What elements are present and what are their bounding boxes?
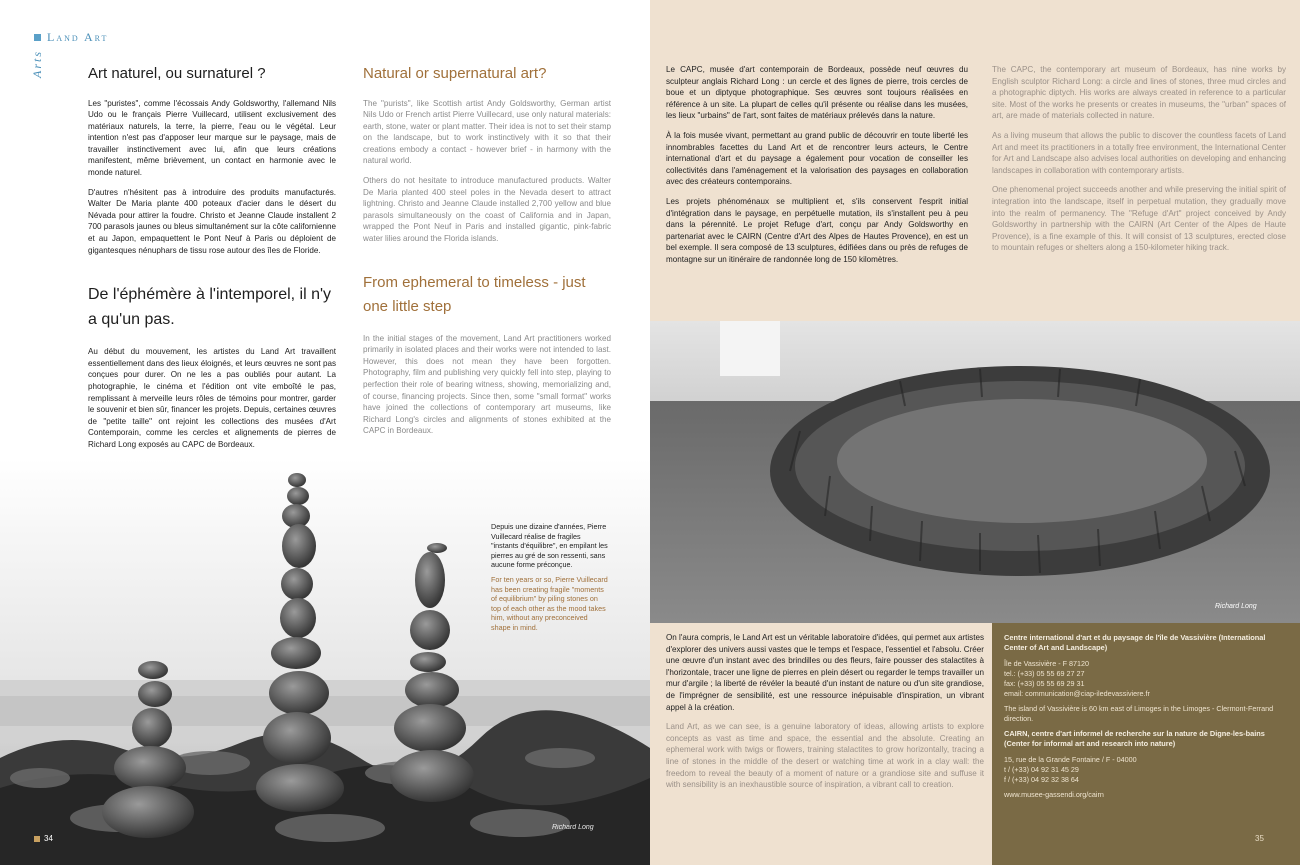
- paragraph-fr-2: D'autres n'hésitent pas à introduire des produits manufacturés. Walter De Maria plante 400 poteaux d'acier dans le désert du Névada pour attirer la foudre. Christo et Jeanne Claude installent 2 700 parasols jaunes ou bleus simultanément sur la côte californienne et au Japon, empaquettent le Pont Neuf à Paris ou déploient de gigantesques nénuphars de tissu rose autour des îles de Floride.: [88, 187, 336, 255]
- photo-credit: Richard Long: [552, 824, 594, 831]
- info-email-1[interactable]: email: communication@ciap-iledevassiviere.fr: [1004, 689, 1150, 698]
- header-square-icon: [34, 34, 41, 41]
- info-title-1: Centre international d'art et du paysage de l'île de Vassivière (International Center of Art and Landscape): [1004, 633, 1266, 652]
- stone-circle-photo: [650, 321, 1300, 623]
- paragraph-en-r2: As a living museum that allows the public to discover the countless facets of Land Art and meet its practitioners in a totally free environment, the International Center for Art and Landscape also advises local authorities on developing and enhancing landscapes in collaboration with contemporary artists.: [992, 130, 1286, 175]
- info-website-2[interactable]: www.musee-gassendi.org/cairn: [1004, 790, 1104, 799]
- info-tel-2: t / (+33) 04 92 31 45 29: [1004, 765, 1079, 774]
- paragraph-en-1: The "purists", like Scottish artist Andy Goldsworthy, German artist Nils Udo or French artist Pierre Vuillecard, use only natural materials: earth, stone, water or plant matter. Their idea is not to set their stamp on the landscape, but to work instinctively with it so that their creations embody a contact - however brief - in harmony with the natural world.: [363, 98, 611, 166]
- heading-fr-1: Art naturel, ou surnaturel ?: [88, 65, 266, 82]
- info-fax-2: f / (+33) 04 92 32 38 64: [1004, 775, 1079, 784]
- english-column: [363, 64, 611, 445]
- info-title-2: CAIRN, centre d'art informel de recherche sur la nature de Digne-les-bains (Center for informal art and research into nature): [1004, 729, 1265, 748]
- paragraph-en-2: Others do not hesitate to introduce manufactured products. Walter De Maria planted 400 steel poles in the Nevada desert to attract lightning. Christo and Jeanne Claude installed 2,700 yellow and blue parasols simultaneously on the coast of California and in Japan, wrapped the Pont Neuf in Paris and installed gigantic, pink-fabric water lilies around the Florida islands.: [363, 176, 611, 244]
- photo-caption: [491, 522, 609, 633]
- paragraph-fr-1: Les "puristes", comme l'écossais Andy Goldsworthy, l'allemand Nils Udo ou le français Pierre Vuillecard, utilisent exclusivement des matériaux naturels, la terre, la pierre, l'eau ou le végétal. Leur intention n'est pas d'apposer leur marque sur le paysage, mais de travailler instinctivement avec lui, afin que leurs créations manifestent, même brièvement, un contact en harmonie avec le monde naturel.: [88, 98, 336, 178]
- photo-credit-right: Richard Long: [1215, 603, 1257, 610]
- heading-en-2: From ephemeral to timeless - just one little step: [363, 273, 586, 315]
- right-page: [650, 0, 1300, 865]
- heading-en-1: Natural or supernatural art?: [363, 65, 547, 82]
- paragraph-fr-r1: Le CAPC, musée d'art contemporain de Bordeaux, possède neuf œuvres du sculpteur anglais Richard Long : un cercle et des lignes de pierre, trois cercles de boue et un diptyque photographique. Ses œuvres sont toujours réalisées en référence à un site. La plupart de celles qu'il présente ou réalise dans les musées, les lieux "urbains" de l'art, sont faites de matériaux prélevés dans la nature.: [666, 65, 968, 121]
- caption-en: For ten years or so, Pierre Vuillecard has been creating fragile "moments of equilibrium" by piling stones on top of each other as the mood takes him, without any preconceived shape in mind.: [491, 574, 608, 632]
- contact-info-box: [992, 623, 1300, 865]
- info-address-2: 15, rue de la Grande Fontaine / F - 04000: [1004, 755, 1137, 764]
- conclusion-fr: On l'aura compris, le Land Art est un véritable laboratoire d'idées, qui permet aux artistes d'explorer des univers aussi vastes que le temps et l'espace, l'essentiel et l'absolu. Créer une œuvre d'un instant avec des brindilles ou des fleurs, faire pousser des stalactites à l'horizontale, tracer une ligne de pierres en plein désert ou regarder le temps travailler un mur d'argile ; la liberté de révéler la beauté d'un instant de nature ou d'un site grandiose, de l'imprégner de sensibilité, est une ressource inépuisable d'inspiration, un vibrant appel à la création.: [666, 633, 985, 712]
- info-address-1: Île de Vassivière - F 87120: [1004, 659, 1089, 668]
- heading-fr-2: De l'éphémère à l'intemporel, il n'y a qu'un pas.: [88, 286, 332, 329]
- english-column-right: [992, 64, 1286, 262]
- conclusion-en: Land Art, as we can see, is a genuine laboratory of ideas, allowing artists to explore concepts as vast as time and space, the essential and the absolute. Creating an ephemeral work with twigs or flowers, training stalactites to grow horizontally, tracing a line of stones in the middle of the desert or watching time at work in a clay wall: the freedom to reveal the beauty of a moment of nature or a grandiose site and suffuse it with sensibility is an inexhaustible source of inspiration, a vibrant call to creation.: [666, 722, 984, 790]
- info-note-1: The island of Vassivière is 60 km east of Limoges in the Limoges - Clermont-Ferrand direction.: [1004, 704, 1274, 723]
- vertical-section-label: Arts: [30, 50, 44, 79]
- caption-fr: Depuis une dizaine d'années, Pierre Vuillecard réalise de fragiles "instants d'équilibre", en empilant les pierres au gré de son ressenti, sans aucune forme préconçue.: [491, 522, 608, 570]
- paragraph-en-r1: The CAPC, the contemporary art museum of Bordeaux, has nine works by English sculptor Richard Long: a circle and lines of stones, three mud circles and a photographic diptych. His works are always created in reference to a particular site. Most of the works he presents or creates in museums, the "urban" spaces of art, are made of materials collected in nature.: [992, 65, 1286, 121]
- page-number-right: 35: [1255, 834, 1264, 843]
- page-number-square-icon: [34, 836, 40, 842]
- section-header: [34, 30, 108, 45]
- paragraph-en-3: In the initial stages of the movement, Land Art practitioners worked primarily in isolated places and their works were not intended to last. However, this does not mean they have been forgotten. Photography, film and publishing very quickly fell into step, playing to perfection their role of bearing witness, showing, memorializing and, of course, financing projects. Since then, some "small format" works have joined the collections of contemporary art museums, like Richard Long's circles and alignments of stones exhibited at the CAPC in Bordeaux.: [363, 333, 611, 436]
- paragraph-en-r3: One phenomenal project succeeds another and while preserving the initial spirit of integration into the landscape, itself in perpetual mutation, they gradually move into the realm of permanency. The "Refuge d'Art" project conceived by Andy Goldsworthy in partnership with the CAIRN (Art Center of the Alpes de Haute Provence), is a fine example of this. It will consist of 13 sculptures, erected close to mountain refuges or shelters along a 150-kilometer hiking track.: [992, 185, 1286, 253]
- french-column: [88, 64, 336, 459]
- section-title: Land Art: [47, 30, 109, 44]
- paragraph-fr-r3: Les projets phénoménaux se multiplient et, s'ils conservent l'esprit initial d'intégration dans le paysage, en perpétuelle mutation, ils s'installent peu à peu dans la pérennité. Le projet Refuge d'art, conçu par Andy Goldsworthy en partenariat avec le CAIRN (Centre d'Art des Alpes de Hautes Provence), en est un bel exemple. Il sera composé de 13 sculptures, édifiées dans ou près de refuges de montagne sur un itinéraire de randonnée long de 150 kilomètres.: [666, 196, 968, 264]
- page-number-text: 34: [44, 834, 53, 843]
- paragraph-fr-3: Au début du mouvement, les artistes du Land Art travaillent essentiellement dans des lieux éloignés, et leurs œuvres ne sont pas conçues pour durer. On ne les a pas oubliés pour autant. La photographie, le cinéma et l'édition ont vite emboîté le pas, remplissant à merveille leurs rôles de témoins pour montrer, garder le souvenir et bien sûr, financer les projets. Depuis, certaines œuvres de "petite taille" ont rejoint les collections des musées d'Art Contemporain, comme les cercles et alignements de pierres de Richard Long exposés au CAPC de Bordeaux.: [88, 347, 336, 449]
- paragraph-fr-r2: À la fois musée vivant, permettant au grand public de découvrir en toute liberté les innombrables facettes du Land Art et de rencontrer leurs acteurs, le Centre international d'art et du paysage a également pour vocation de conseiller les collectivités dans l'aménagement et la valorisation des paysages en collaboration avec des créateurs contemporains.: [666, 130, 968, 187]
- conclusion-text: [666, 632, 984, 791]
- french-column-right: [666, 64, 968, 274]
- stacked-stones-photo: [0, 458, 650, 865]
- info-fax-1: fax: (+33) 05 55 69 29 31: [1004, 679, 1085, 688]
- page-number: [34, 834, 53, 843]
- info-tel-1: tel.: (+33) 05 55 69 27 27: [1004, 669, 1085, 678]
